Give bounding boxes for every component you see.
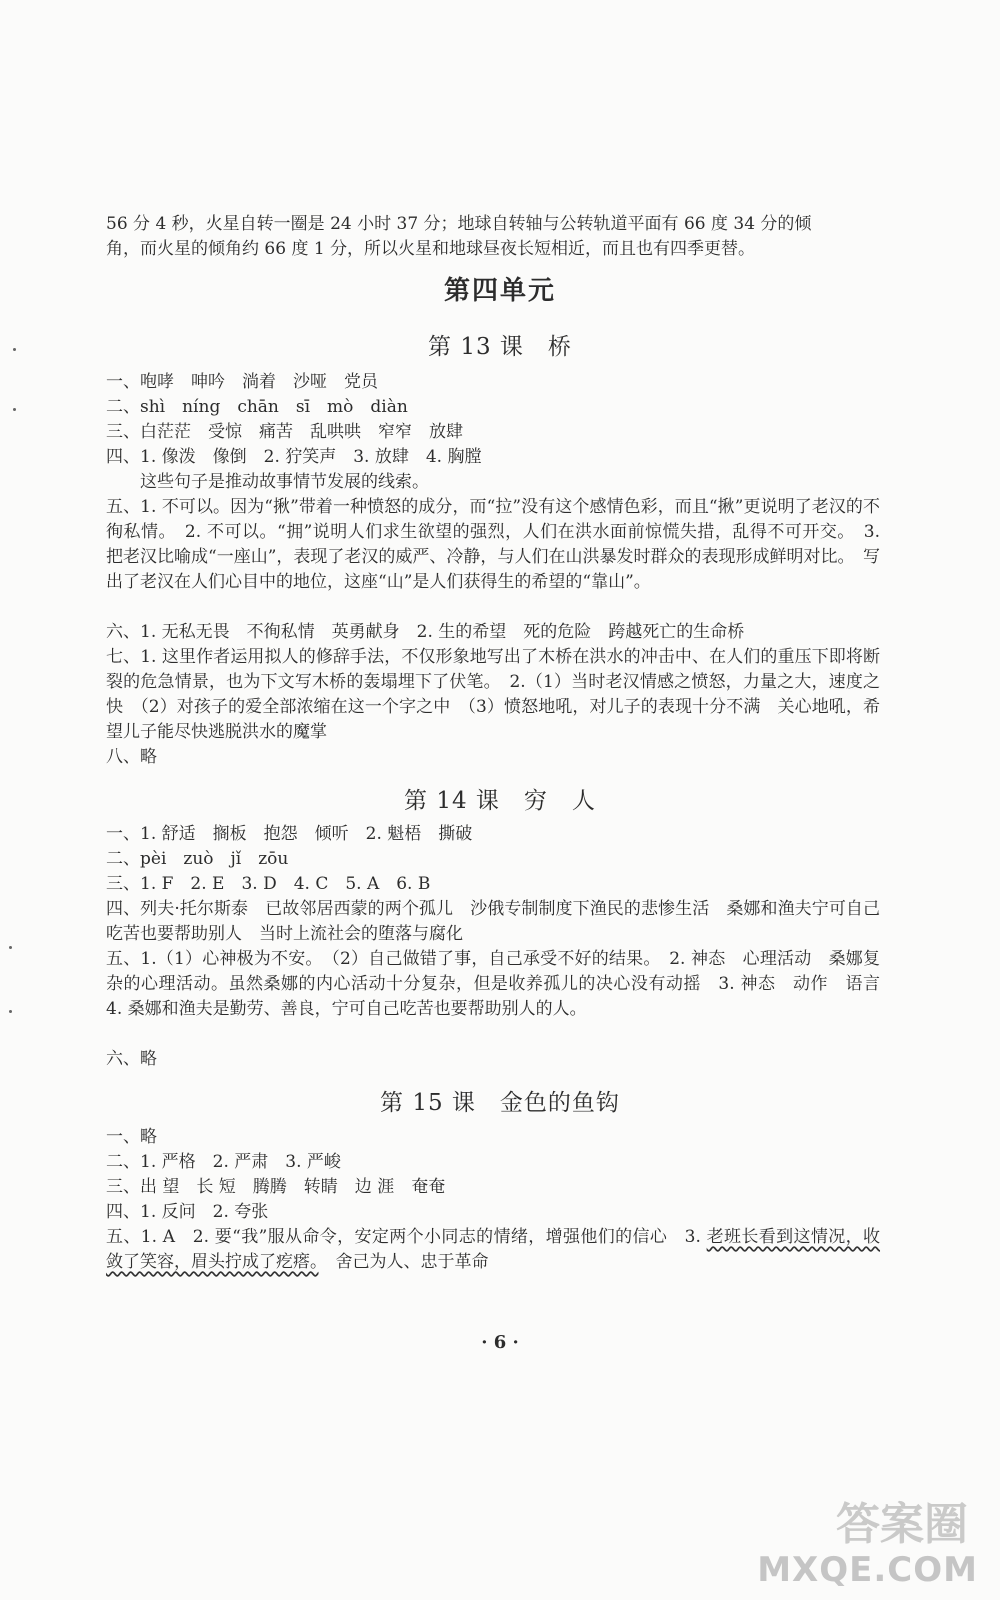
answer-paragraph: 五、1.（1）心神极为不安。 （2）自己做错了事，自己承受不好的结果。 2. 神态 心理活动 桑娜复杂的心理活动。虽然桑娜的内心活动十分复杂，但是收养孤儿的决心没有动摇 3. 神态 动作 语言 4. 桑娜和渔夫是勤劳、善良，宁可自己吃苦也要帮助别人的人。 bbox=[106, 949, 897, 1019]
lesson-title: 第 15 课 金色的鱼钩 bbox=[380, 1090, 620, 1116]
answer-line: 四、1. 像泼 像倒 2. 狞笑声 3. 放肆 4. 胸膛 bbox=[106, 447, 482, 467]
answer-line: 八、略 bbox=[106, 747, 157, 767]
watermark-logo: 答案圈 bbox=[836, 1499, 968, 1550]
answer-line: 六、略 bbox=[106, 1049, 157, 1069]
margin-mark bbox=[9, 1010, 12, 1013]
answer-paragraph bbox=[106, 1225, 880, 1275]
answer-paragraph: 七、1. 这里作者运用拟人的修辞手法，不仅形象地写出了木桥在洪水的冲击中、在人们的重压下即将断裂的危急情景，也为下文写木桥的轰塌埋下了伏笔。 2.（1）当时老汉情感之愤怒，力量之大，速度之快 （2）对孩子的爱全部浓缩在这一个字之中 （3）愤怒地吼，对儿子的表现十分不满 关心地吼，希望儿子能尽快逃脱洪水的魔掌 bbox=[106, 647, 880, 742]
lesson-title: 第 14 课 穷 人 bbox=[404, 788, 596, 814]
watermark-url: MXQE.COM bbox=[757, 1550, 978, 1590]
answer-line: 这些句子是推动故事情节发展的线索。 bbox=[106, 472, 429, 492]
answer-line: 二、1. 严格 2. 严肃 3. 严峻 bbox=[106, 1152, 341, 1172]
answer-line: 一、1. 舒适 搁板 抱怨 倾听 2. 魁梧 撕破 bbox=[106, 824, 473, 844]
answer-line: 三、白茫茫 受惊 痛苦 乱哄哄 窄窄 放肆 bbox=[106, 422, 463, 442]
answer-line: 二、shì níng chān sī mò diàn bbox=[106, 397, 408, 417]
intro-line: 56 分 4 秒，火星自转一圈是 24 小时 37 分；地球自转轴与公转轨道平面有 66 度 34 分的倾 bbox=[106, 214, 812, 234]
answer-text: 五、1. A 2. 要“我”服从命令，安定两个小同志的情绪，增强他们的信心 3. bbox=[106, 1227, 707, 1247]
unit-title: 第四单元 bbox=[443, 276, 556, 306]
margin-mark bbox=[9, 946, 12, 949]
answer-paragraph: 四、列夫·托尔斯泰 已故邻居西蒙的两个孤儿 沙俄专制制度下渔民的悲惨生活 桑娜和渔夫宁可自己吃苦也要帮助别人 当时上流社会的堕落与腐化 bbox=[106, 899, 880, 944]
wavy-underlined-answer: 老班长看到这情况，收敛了笑容，眉头拧成了疙瘩。 bbox=[106, 1227, 881, 1272]
answer-text: 舍己为人、忠于革命 bbox=[318, 1252, 489, 1272]
answer-line: 六、1. 无私无畏 不徇私情 英勇献身 2. 生的希望 死的危险 跨越死亡的生命桥 bbox=[106, 622, 745, 642]
margin-mark bbox=[13, 408, 16, 411]
answer-line: 一、咆哮 呻吟 淌着 沙哑 党员 bbox=[106, 372, 378, 392]
page-number: · 6 · bbox=[481, 1332, 519, 1353]
answer-line: 三、1. F 2. E 3. D 4. C 5. A 6. B bbox=[106, 874, 431, 894]
intro-line: 角，而火星的倾角约 66 度 1 分，所以火星和地球昼夜长短相近，而且也有四季更替。 bbox=[106, 239, 756, 259]
answer-line: 四、1. 反问 2. 夸张 bbox=[106, 1202, 269, 1222]
lesson-title: 第 13 课 桥 bbox=[428, 334, 572, 360]
answer-line: 二、pèi zuò jǐ zōu bbox=[106, 849, 289, 869]
answer-paragraph: 五、1. 不可以。因为“揪”带着一种愤怒的成分，而“拉”没有这个感情色彩，而且“揪”更说明了老汉的不徇私情。 2. 不可以。“拥”说明人们求生欲望的强烈，人们在洪水面前惊慌失措，乱得不可开交。 3. 把老汉比喻成“一座山”，表现了老汉的威严、冷静，与人们在山洪暴发时群众的表现形成鲜明对比。 写出了老汉在人们心目中的地位，这座“山”是人们获得生的希望的“靠山”。 bbox=[106, 497, 880, 592]
answer-line: 三、出 望 长 短 腾腾 转睛 边 涯 奄奄 bbox=[106, 1177, 446, 1197]
answer-line: 一、略 bbox=[106, 1127, 157, 1147]
